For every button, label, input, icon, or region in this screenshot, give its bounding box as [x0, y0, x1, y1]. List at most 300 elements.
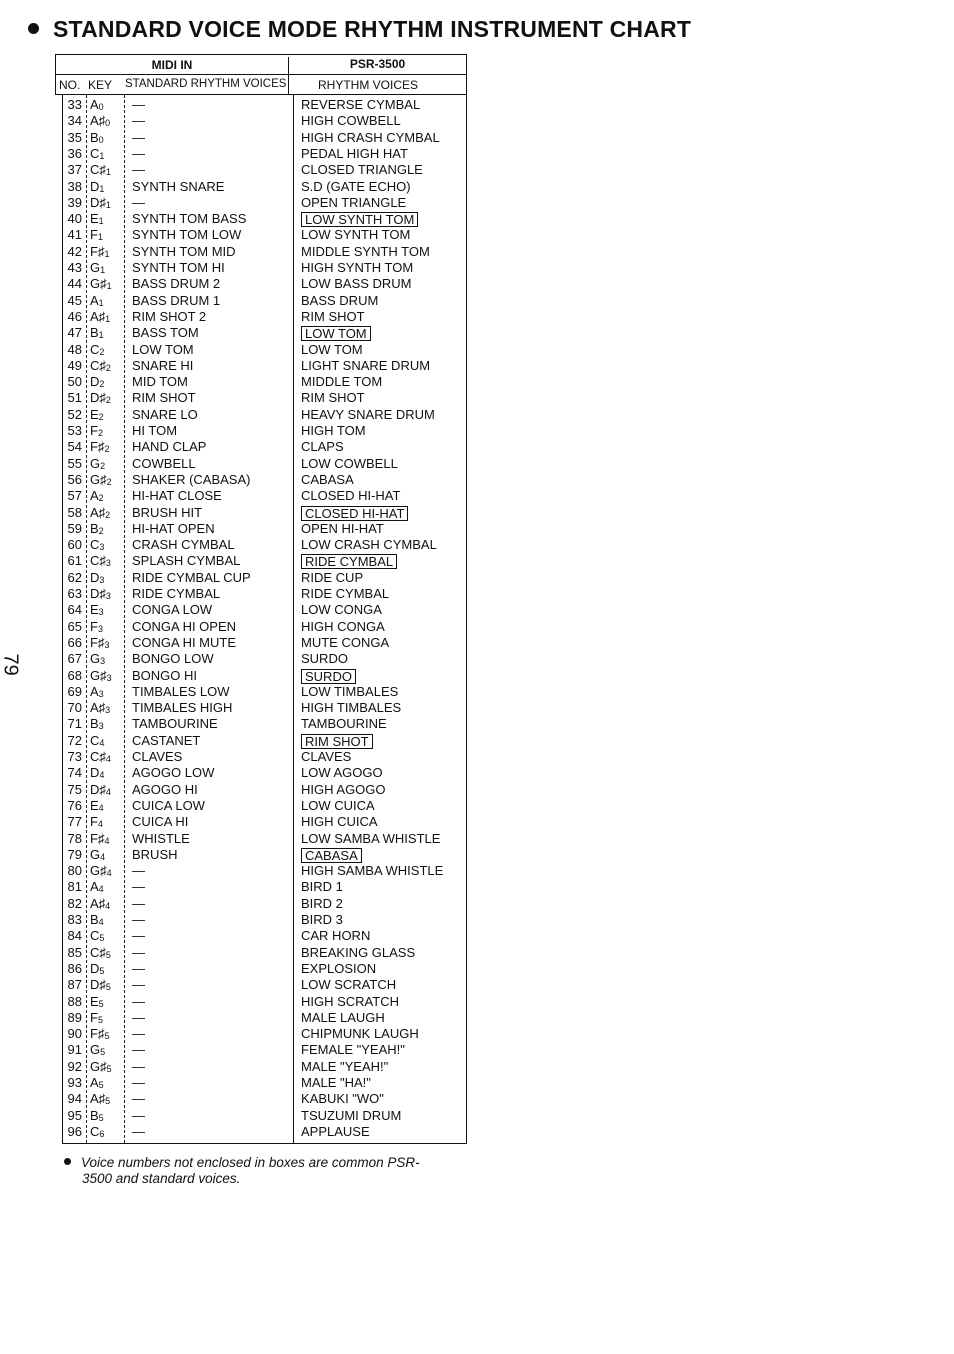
key-note: G	[90, 455, 101, 471]
key-note: B	[90, 325, 99, 341]
row-key	[90, 765, 104, 780]
key-note: D	[90, 178, 100, 194]
row-key	[90, 358, 111, 373]
standard-voice: CUICA HI	[132, 814, 189, 830]
rhythm-voice: OPEN HI-HAT	[301, 520, 384, 536]
standard-voice: SYNTH SNARE	[132, 178, 225, 194]
standard-voice: —	[132, 194, 145, 210]
row-key	[90, 619, 103, 634]
row-key	[90, 879, 104, 894]
rhythm-voice: LOW BASS DRUM	[301, 276, 412, 292]
row-number: 51	[67, 390, 82, 406]
title-text: STANDARD VOICE MODE RHYTHM INSTRUMENT CHART	[53, 16, 692, 42]
standard-voice: HAND CLAP	[132, 439, 207, 455]
row-key	[90, 211, 104, 226]
key-note: A	[90, 97, 99, 112]
row-number: 70	[67, 700, 82, 716]
rhythm-voice: HIGH COWBELL	[301, 113, 401, 129]
rhythm-voice-boxed: SURDO	[301, 669, 356, 684]
row-number: 82	[67, 895, 82, 911]
key-octave: 2	[99, 346, 105, 357]
key-note: D♯	[90, 390, 106, 406]
row-key	[90, 961, 104, 976]
key-note: A♯	[90, 1091, 106, 1107]
rhythm-voice: RIM SHOT	[301, 308, 365, 324]
row-key	[90, 716, 104, 731]
key-octave: 2	[106, 476, 112, 487]
standard-voice: SNARE HI	[132, 357, 194, 373]
standard-voice: —	[132, 113, 145, 129]
row-key	[90, 390, 111, 405]
key-note: A	[90, 879, 99, 895]
key-note: G♯	[90, 667, 107, 683]
key-octave: 1	[99, 150, 105, 161]
key-note: G♯	[90, 471, 107, 487]
key-note: G♯	[90, 863, 107, 879]
row-key	[90, 1108, 104, 1123]
rhythm-voice: HIGH CONGA	[301, 618, 385, 634]
row-number: 46	[67, 308, 82, 324]
standard-voice: RIM SHOT 2	[132, 308, 207, 324]
standard-voice: —	[132, 879, 145, 895]
row-key	[90, 912, 104, 927]
key-octave: 1	[104, 248, 110, 259]
row-number: 63	[67, 586, 82, 601]
row-key	[90, 130, 104, 145]
rhythm-voice: BIRD 1	[301, 879, 343, 895]
rhythm-voice: BIRD 3	[301, 912, 343, 927]
key-octave: 3	[100, 656, 106, 667]
key-note: A	[90, 683, 99, 699]
rhythm-voice: HIGH CUICA	[301, 814, 378, 830]
key-note: B	[90, 1107, 99, 1123]
key-note: D♯	[90, 781, 106, 797]
key-octave: 1	[105, 167, 111, 178]
key-octave: 2	[97, 428, 103, 438]
key-octave: 6	[99, 1128, 105, 1139]
row-number: 38	[67, 178, 82, 194]
key-octave: 3	[106, 672, 112, 683]
key-octave: 4	[105, 754, 111, 764]
row-key	[90, 994, 104, 1009]
rhythm-voice: HIGH SYNTH TOM	[301, 260, 414, 275]
column-divider	[288, 75, 289, 94]
key-octave: 3	[105, 591, 111, 601]
rhythm-voice: PEDAL HIGH HAT	[301, 145, 408, 161]
standard-voice: —	[132, 912, 145, 927]
rhythm-voice: TSUZUMI DRUM	[301, 1107, 402, 1123]
rhythm-voice: HIGH CRASH CYMBAL	[301, 129, 440, 145]
row-number: 79	[67, 846, 82, 862]
rhythm-voice: MIDDLE SYNTH TOM	[301, 243, 430, 259]
key-note: A♯	[90, 700, 106, 716]
standard-voice: SPLASH CYMBAL	[132, 553, 241, 569]
key-octave: 4	[98, 884, 104, 895]
row-key	[90, 798, 104, 813]
row-number: 56	[67, 471, 82, 487]
row-number: 33	[67, 97, 82, 112]
key-octave: 3	[98, 607, 104, 618]
column-divider	[293, 95, 294, 1143]
page-title	[28, 16, 691, 43]
standard-voice: TIMBALES LOW	[132, 683, 230, 699]
standard-voice: MID TOM	[132, 374, 188, 390]
rhythm-voice: MALE "YEAH!"	[301, 1058, 389, 1074]
standard-voice: —	[132, 1107, 145, 1123]
row-key	[90, 260, 105, 275]
key-octave: 1	[97, 232, 103, 243]
rhythm-voice: MIDDLE TOM	[301, 374, 383, 390]
standard-voice: HI TOM	[132, 423, 178, 438]
row-number: 65	[67, 618, 82, 634]
key-octave: 2	[98, 493, 104, 504]
rhythm-voice: LOW SCRATCH	[301, 977, 397, 993]
column-rhythm-header: RHYTHM VOICES	[318, 78, 419, 92]
row-key	[90, 227, 103, 242]
row-number: 89	[67, 1009, 82, 1025]
psr-header: PSR-3500	[288, 57, 466, 74]
row-key	[90, 309, 110, 324]
standard-voice: LOW TOM	[132, 341, 194, 357]
rhythm-voice-boxed: RIDE CYMBAL	[301, 554, 397, 569]
standard-voice: CONGA HI OPEN	[132, 618, 237, 634]
key-octave: 5	[100, 1047, 106, 1058]
row-key	[90, 831, 109, 846]
standard-voice: AGOGO LOW	[132, 765, 215, 781]
rhythm-voice: OPEN TRIANGLE	[301, 194, 407, 210]
row-key	[90, 896, 110, 911]
key-note: E	[90, 993, 99, 1009]
standard-voice: CONGA LOW	[132, 602, 213, 618]
key-octave: 3	[98, 688, 104, 699]
standard-voice: BRUSH HIT	[132, 504, 203, 520]
row-number: 96	[67, 1123, 82, 1139]
key-note: B	[90, 520, 99, 536]
standard-voice: SHAKER (CABASA)	[132, 471, 251, 487]
key-note: C	[90, 732, 100, 748]
rhythm-voice: S.D (GATE ECHO)	[301, 178, 411, 194]
rhythm-voice: LOW CRASH CYMBAL	[301, 537, 437, 553]
key-octave: 5	[98, 998, 104, 1009]
rhythm-voice: CLAVES	[301, 749, 352, 764]
rhythm-voice: RIM SHOT	[301, 390, 365, 406]
rhythm-instrument-table	[55, 54, 467, 1144]
key-note: F♯	[90, 439, 105, 455]
rhythm-voice: BREAKING GLASS	[301, 944, 416, 960]
row-number: 78	[67, 830, 82, 846]
row-number: 43	[67, 260, 82, 275]
standard-voice: —	[132, 1123, 145, 1139]
row-number: 95	[67, 1107, 82, 1123]
standard-voice: SYNTH TOM BASS	[132, 211, 247, 227]
row-number: 67	[67, 651, 82, 667]
row-number: 48	[67, 341, 82, 357]
row-number: 80	[67, 863, 82, 879]
key-note: D	[90, 374, 100, 390]
row-number: 73	[67, 749, 82, 764]
rhythm-voice: LOW TIMBALES	[301, 683, 399, 699]
column-key-header: KEY	[88, 78, 113, 92]
key-note: B	[90, 129, 99, 145]
row-key	[90, 146, 104, 161]
key-octave: 5	[99, 965, 105, 976]
key-octave: 0	[98, 134, 104, 145]
standard-voice: RIM SHOT	[132, 390, 196, 406]
row-key	[90, 1075, 104, 1090]
row-number: 34	[67, 113, 82, 129]
key-octave: 5	[98, 1112, 104, 1123]
key-note: G	[90, 1042, 101, 1058]
row-number: 49	[67, 357, 82, 373]
key-octave: 3	[98, 721, 104, 732]
standard-voice: —	[132, 1075, 145, 1090]
standard-voice: —	[132, 993, 145, 1009]
key-octave: 2	[98, 411, 104, 422]
row-key	[90, 1124, 104, 1139]
key-note: D♯	[90, 977, 106, 993]
standard-voice: BASS TOM	[132, 325, 199, 341]
standard-voice: WHISTLE	[132, 830, 190, 846]
key-note: E	[90, 406, 99, 422]
standard-voice: —	[132, 928, 145, 944]
key-octave: 1	[98, 216, 104, 227]
row-number: 93	[67, 1075, 82, 1090]
row-key	[90, 293, 104, 308]
rhythm-voice: RIDE CUP	[301, 569, 364, 585]
standard-voice: —	[132, 895, 145, 911]
key-octave: 4	[105, 900, 111, 911]
row-number: 69	[67, 683, 82, 699]
rhythm-voice: LOW COWBELL	[301, 455, 398, 471]
rhythm-voice: FEMALE "YEAH!"	[301, 1042, 405, 1058]
row-number: 52	[67, 406, 82, 422]
row-number: 85	[67, 944, 82, 960]
key-octave: 4	[98, 802, 104, 813]
key-octave: 2	[105, 509, 111, 520]
row-key	[90, 488, 104, 503]
key-octave: 3	[105, 705, 111, 716]
key-octave: 4	[98, 917, 104, 927]
row-key	[90, 276, 112, 291]
key-note: F♯	[90, 243, 105, 259]
row-key	[90, 97, 104, 112]
row-key	[90, 537, 104, 552]
key-octave: 5	[99, 933, 105, 944]
rhythm-voice: CHIPMUNK LAUGH	[301, 1026, 419, 1042]
key-octave: 1	[98, 297, 104, 308]
rhythm-voice: BIRD 2	[301, 895, 343, 911]
row-key	[90, 553, 111, 568]
key-octave: 1	[105, 313, 111, 324]
key-note: D♯	[90, 586, 106, 601]
key-note: B	[90, 912, 99, 927]
key-octave: 3	[99, 542, 105, 553]
key-octave: 5	[104, 1031, 110, 1042]
key-note: A♯	[90, 113, 106, 129]
row-number: 91	[67, 1042, 82, 1058]
row-number: 74	[67, 765, 82, 781]
row-number: 68	[67, 667, 82, 683]
row-number: 57	[67, 488, 82, 504]
row-key	[90, 244, 109, 259]
standard-voice: SYNTH TOM MID	[132, 243, 236, 259]
key-note: A♯	[90, 504, 106, 520]
standard-voice: CLAVES	[132, 749, 183, 764]
row-number: 50	[67, 374, 82, 390]
row-number: 64	[67, 602, 82, 618]
row-number: 66	[67, 634, 82, 650]
key-note: A	[90, 292, 99, 308]
key-note: A♯	[90, 308, 106, 324]
key-octave: 3	[104, 639, 110, 650]
key-note: C	[90, 145, 100, 161]
rhythm-voice: CLOSED TRIANGLE	[301, 162, 423, 178]
rhythm-voice: HIGH TOM	[301, 423, 366, 438]
row-key	[90, 113, 110, 128]
key-note: F	[90, 423, 98, 438]
key-octave: 1	[105, 199, 111, 210]
key-octave: 3	[105, 558, 111, 569]
standard-voice: TAMBOURINE	[132, 716, 218, 732]
key-octave: 2	[104, 444, 110, 455]
rhythm-voice: APPLAUSE	[301, 1123, 370, 1139]
key-note: F♯	[90, 830, 105, 846]
key-octave: 2	[99, 379, 105, 390]
row-number: 45	[67, 292, 82, 308]
column-standard-header: STANDARD RHYTHM VOICES	[125, 78, 287, 90]
row-number: 62	[67, 569, 82, 585]
standard-voice: SYNTH TOM LOW	[132, 227, 242, 243]
row-key	[90, 423, 103, 438]
rhythm-voice: EXPLOSION	[301, 960, 377, 976]
rhythm-voice: RIDE CYMBAL	[301, 586, 390, 601]
row-key	[90, 374, 104, 389]
key-octave: 5	[106, 1063, 112, 1074]
row-number: 88	[67, 993, 82, 1009]
key-octave: 2	[105, 362, 111, 373]
row-number: 77	[67, 814, 82, 830]
row-key	[90, 586, 111, 601]
rhythm-voice: KABUKI "WO"	[301, 1091, 384, 1107]
standard-voice: BASS DRUM 1	[132, 292, 221, 308]
row-key	[90, 602, 104, 617]
standard-voice: BASS DRUM 2	[132, 276, 221, 292]
rhythm-voice: CLOSED HI-HAT	[301, 488, 401, 504]
key-note: A	[90, 488, 99, 504]
rhythm-voice: LOW SYNTH TOM	[301, 227, 411, 243]
key-note: F	[90, 1009, 98, 1025]
footnote-line-1: Voice numbers not enclosed in boxes are common PSR-	[81, 1155, 420, 1170]
rhythm-voice: BASS DRUM	[301, 292, 379, 308]
row-key	[90, 195, 111, 210]
rhythm-voice: HIGH AGOGO	[301, 781, 386, 797]
key-note: F	[90, 227, 98, 243]
key-note: E	[90, 797, 99, 813]
rhythm-voice: HIGH SAMBA WHISTLE	[301, 863, 444, 879]
key-note: C♯	[90, 944, 106, 960]
key-note: G	[90, 651, 101, 667]
row-number: 39	[67, 194, 82, 210]
standard-voice: CUICA LOW	[132, 797, 205, 813]
row-number: 90	[67, 1026, 82, 1042]
rhythm-voice: CAR HORN	[301, 928, 371, 944]
key-note: D♯	[90, 194, 106, 210]
standard-voice: SYNTH TOM HI	[132, 260, 225, 275]
row-key	[90, 945, 111, 960]
standard-voice: AGOGO HI	[132, 781, 198, 797]
standard-voice: —	[132, 129, 145, 145]
standard-voice: —	[132, 1091, 145, 1107]
key-octave: 4	[106, 868, 112, 879]
row-key	[90, 342, 104, 357]
rhythm-voice: CABASA	[301, 471, 354, 487]
standard-voice: HI-HAT OPEN	[132, 520, 215, 536]
row-number: 83	[67, 912, 82, 927]
row-key	[90, 1059, 112, 1074]
row-key	[90, 1026, 109, 1041]
row-number: 36	[67, 145, 82, 161]
key-note: G	[90, 846, 101, 862]
bullet-icon	[64, 1158, 71, 1165]
row-key	[90, 505, 110, 520]
row-number: 76	[67, 797, 82, 813]
column-no-header: NO.	[59, 78, 81, 92]
row-number: 41	[67, 227, 82, 243]
row-key	[90, 733, 104, 748]
column-divider	[86, 95, 87, 1143]
rhythm-voice: REVERSE CYMBAL	[301, 97, 421, 112]
row-number: 87	[67, 977, 82, 993]
row-number: 58	[67, 504, 82, 520]
rhythm-voice-boxed: LOW TOM	[301, 326, 371, 341]
row-number: 72	[67, 732, 82, 748]
row-number: 40	[67, 211, 82, 227]
row-key	[90, 325, 104, 340]
key-note: F♯	[90, 634, 105, 650]
standard-voice: —	[132, 97, 145, 112]
row-key	[90, 1042, 105, 1057]
key-note: D	[90, 569, 100, 585]
row-key	[90, 635, 109, 650]
row-key	[90, 782, 111, 797]
row-key	[90, 749, 111, 764]
row-key	[90, 456, 105, 471]
row-key	[90, 162, 111, 177]
key-note: C	[90, 537, 100, 553]
column-divider	[124, 95, 125, 1143]
key-octave: 3	[99, 574, 105, 585]
row-number: 59	[67, 520, 82, 536]
row-number: 42	[67, 243, 82, 259]
key-octave: 4	[99, 770, 105, 781]
row-number: 55	[67, 455, 82, 471]
key-octave: 1	[98, 330, 104, 341]
key-octave: 3	[97, 623, 103, 634]
standard-voice: —	[132, 1058, 145, 1074]
row-key	[90, 863, 112, 878]
rhythm-voice: LOW CONGA	[301, 602, 382, 618]
row-key	[90, 668, 112, 683]
rhythm-voice: LOW TOM	[301, 341, 363, 357]
key-octave: 2	[105, 395, 111, 406]
standard-voice: —	[132, 145, 145, 161]
rhythm-voice: SURDO	[301, 651, 348, 667]
standard-voice: RIDE CYMBAL	[132, 586, 221, 601]
row-number: 94	[67, 1091, 82, 1107]
rhythm-voice: MALE LAUGH	[301, 1009, 385, 1025]
row-key	[90, 521, 104, 536]
row-number: 61	[67, 553, 82, 569]
